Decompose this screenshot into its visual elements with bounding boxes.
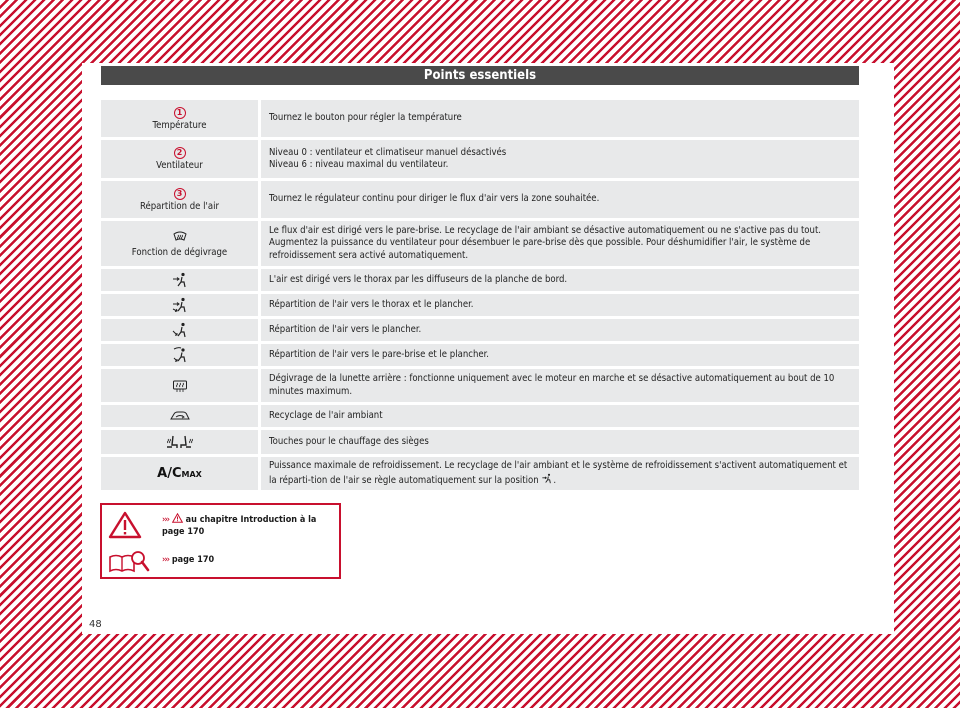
table-row [101, 269, 859, 291]
row-description: Puissance maximale de refroidissement. Le recyclage de l'air ambiant et le système de refroidissement s'activent automatiquement et la réparti-tion de l'air se règle automatiquement sur la position [269, 460, 848, 486]
table-row: A/CMAX Puissance maximale de refroidissement. Le recyclage de l'air ambiant et le système de refroidissement s'activent automatiquement et la réparti-tion de l'air se règle automatiquement sur la position . [101, 457, 859, 490]
row-label: Température [152, 119, 207, 131]
table-row [101, 344, 859, 366]
callout-number: 3 [174, 188, 186, 200]
table-row [101, 221, 859, 266]
row-description: Dégivrage de la lunette arrière : fonctionne uniquement avec le moteur en marche et se désactive automatiquement au bout de 10 minutes maximum. [269, 373, 835, 397]
air-recirculation-icon [169, 410, 191, 422]
callout-number: 2 [174, 147, 186, 159]
callout-number: 1 [174, 107, 186, 119]
page-number: 48 [89, 619, 102, 630]
table-row [101, 319, 859, 341]
warning-small-icon [172, 513, 183, 523]
row-description: Tournez le régulateur continu pour diriger le flux d'air vers la zone souhaitée. [269, 193, 600, 205]
airflow-floor-icon [171, 322, 189, 338]
table-row [101, 405, 859, 427]
row-description: Touches pour le chauffage des sièges [269, 435, 429, 447]
table-row [101, 369, 859, 402]
controls-table [101, 100, 859, 493]
airflow-chest-floor-icon [171, 297, 189, 313]
table-row [101, 294, 859, 316]
table-row [101, 100, 859, 137]
row-description-line: Niveau 6 : niveau maximal du ventilateur. [269, 159, 449, 170]
row-description: Répartition de l'air vers le thorax et le plancher. [269, 298, 474, 310]
rear-window-defrost-icon [172, 379, 188, 393]
reference-arrows: ››› [162, 555, 170, 565]
warning-reference-link[interactable]: au chapitre Introduction à la page 170 [162, 515, 317, 537]
table-row [101, 181, 859, 218]
airflow-chest-icon [541, 473, 553, 484]
row-description: Recyclage de l'air ambiant [269, 409, 383, 421]
warning-triangle-icon [108, 511, 142, 539]
row-label: Ventilateur [156, 160, 203, 171]
seat-heating-icon [165, 434, 195, 450]
row-description: Le flux d'air est dirigé vers le pare-brise. Le recyclage de l'air ambiant se désactive automatiquement ou ne s'active pas du tout. Augmentez la puissance du ventilateur pour désembuer le pare-brise dès que possible. Pour déshumidifier l'air, le système de refroidissement sera activé automatiquement. [269, 224, 822, 261]
airflow-windshield-floor-icon [171, 347, 189, 363]
row-description: Tournez le bouton pour régler la température [269, 112, 462, 124]
airflow-chest-icon [171, 272, 189, 288]
row-description: L'air est dirigé vers le thorax par les diffuseurs de la planche de bord. [269, 273, 568, 285]
manual-reference-icon [108, 549, 150, 577]
ac-max-icon: A/CMAX [157, 466, 202, 481]
reference-arrows: ››› [162, 515, 170, 525]
warning-box [100, 503, 341, 579]
row-description: Répartition de l'air vers le plancher. [269, 323, 422, 335]
row-description: Répartition de l'air vers le pare-brise et le plancher. [269, 348, 489, 360]
row-label: Fonction de dégivrage [131, 246, 228, 258]
section-header: Points essentiels [101, 66, 859, 85]
page-reference-link[interactable]: page 170 [171, 555, 215, 565]
windshield-defrost-icon [172, 230, 188, 244]
table-row [101, 430, 859, 454]
row-label: Répartition de l'air [139, 200, 219, 212]
row-description-line: Niveau 0 : ventilateur et climatiseur manuel désactivés [269, 146, 507, 158]
table-row [101, 140, 859, 178]
